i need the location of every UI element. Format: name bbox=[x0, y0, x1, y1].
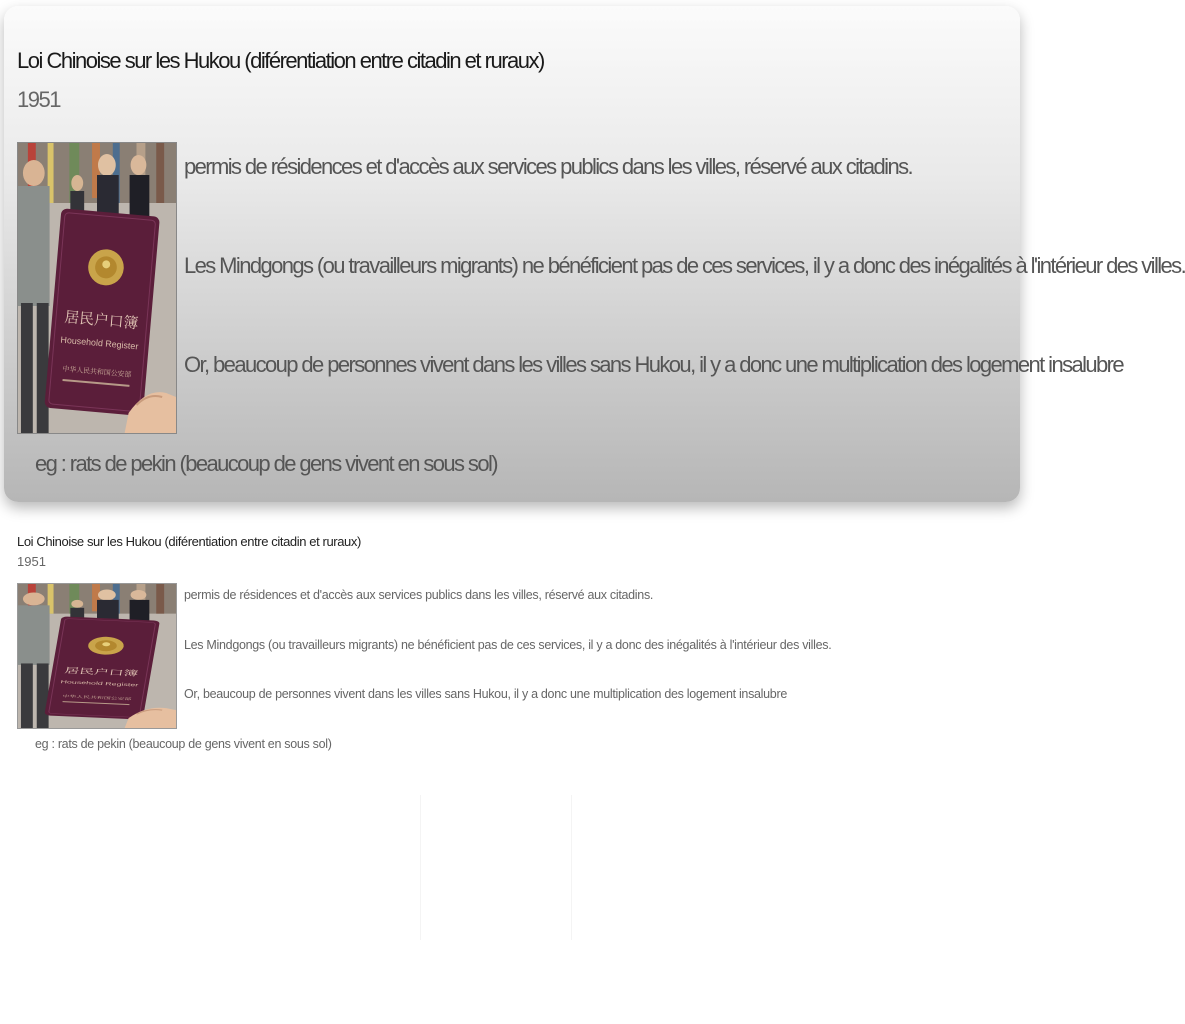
document-title: Loi Chinoise sur les Hukou (diférentiation entre citadin et ruraux) bbox=[17, 534, 361, 549]
popover-year: 1951 bbox=[17, 87, 60, 112]
preview-popover bbox=[4, 6, 1185, 502]
popover-example: eg : rats de pekin (beaucoup de gens vivent en sous sol) bbox=[35, 451, 497, 476]
popover-line-3: Or, beaucoup de personnes vivent dans les villes sans Hukou, il y a donc une multiplication des logement insalubre bbox=[184, 352, 1124, 377]
faint-divider bbox=[571, 795, 572, 940]
faint-divider bbox=[420, 795, 421, 940]
popover-line-2: Les Mindgongs (ou travailleurs migrants) ne bénéficient pas de ces services, il y a donc des inégalités à l'intérieur des villes. bbox=[184, 253, 1185, 278]
popover-line-1: permis de résidences et d'accès aux services publics dans les villes, réservé aux citadins. bbox=[184, 154, 912, 179]
hukou-booklet-photo bbox=[17, 142, 177, 434]
popover-title: Loi Chinoise sur les Hukou (diférentiation entre citadin et ruraux) bbox=[17, 48, 544, 73]
document-line-1: permis de résidences et d'accès aux services publics dans les villes, réservé aux citadins. bbox=[184, 588, 654, 602]
hukou-booklet-thumbnail[interactable] bbox=[17, 583, 177, 729]
document-line-2: Les Mindgongs (ou travailleurs migrants) ne bénéficient pas de ces services, il y a donc des inégalités à l'intérieur des villes. bbox=[184, 638, 832, 652]
document-example: eg : rats de pekin (beaucoup de gens vivent en sous sol) bbox=[35, 737, 332, 751]
document-line-3: Or, beaucoup de personnes vivent dans les villes sans Hukou, il y a donc une multiplication des logement insalubre bbox=[184, 687, 787, 701]
document-year: 1951 bbox=[17, 554, 46, 569]
